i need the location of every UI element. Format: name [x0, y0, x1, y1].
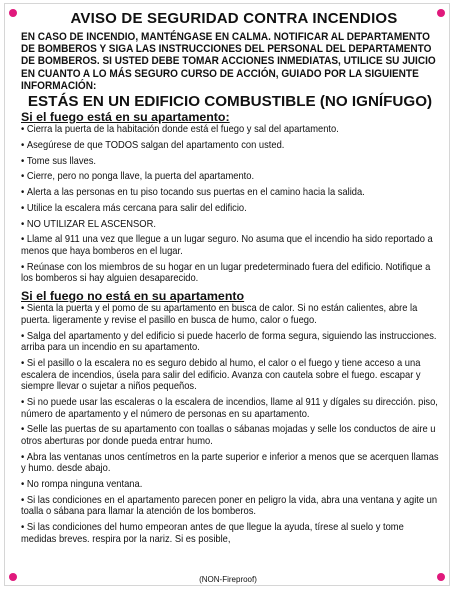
list-item: • Selle las puertas de su apartamento con toallas o sábanas mojadas y selle los conductos de aire u otros aberturas por donde pueda entrar humo.	[21, 424, 439, 447]
list-item: • Si las condiciones del humo empeoran antes de que llegue la ayuda, tírese al suelo y tome medidas breves. respira por la nariz. Si es posible,	[21, 522, 439, 545]
section-list-fire-not-in-apartment	[21, 303, 439, 545]
list-item: • Abra las ventanas unos centímetros en la parte superior e inferior a menos que se acerquen llamas y humo. desde abajo.	[21, 452, 439, 475]
list-item: • Cierra la puerta de la habitación donde está el fuego y sal del apartamento.	[21, 124, 439, 136]
list-item: • Si no puede usar las escaleras o la escalera de incendios, llame al 911 y dígales su dirección. piso, número de apartamento y el número de personas en su apartamento.	[21, 397, 439, 420]
list-item: • Tome sus llaves.	[21, 156, 439, 168]
building-type-heading: ESTÁS EN UN EDIFICIO COMBUSTIBLE (NO IGNÍFUGO)	[27, 93, 433, 111]
notice-title: AVISO DE SEGURIDAD CONTRA INCENDIOS	[70, 10, 398, 27]
list-item: • Cierre, pero no ponga llave, la puerta del apartamento.	[21, 171, 439, 183]
list-item: • Salga del apartamento y del edificio si puede hacerlo de forma segura, siguiendo las instrucciones. arriba para un incendio en su apartamento.	[21, 331, 439, 354]
list-item: • Sienta la puerta y el pomo de su apartamento en busca de calor. Si no están calientes, abre la puerta. ligeramente y revise el pasillo en busca de humo, calor o fuego.	[21, 303, 439, 326]
intro-paragraph: EN CASO DE INCENDIO, MANTÉNGASE EN CALMA. NOTIFICAR AL DEPARTAMENTO DE BOMBEROS Y SIGA LAS INSTRUCCIONES DEL PERSONAL DEL DEPARTAMENTO DE BOMBEROS. SI USTED DEBE TOMAR ACCIONES INMEDIATAS, UTILICE SU JUICIO EN CUANTO A LO MÁS SEGURO CURSO DE ACCIÓN, GUIADO POR LA SIGUIENTE INFORMACIÓN:	[21, 31, 436, 92]
footer-label: (NON-Fireproof)	[199, 575, 257, 584]
list-item: • Si las condiciones en el apartamento parecen poner en peligro la vida, abra una ventana y agite un toalla o sábana para llamar la atención de los bomberos.	[21, 495, 439, 518]
section-heading-fire-in-apartment: Si el fuego está en su apartamento:	[21, 110, 230, 125]
list-item: • Reúnase con los miembros de su hogar en un lugar predeterminado fuera del edificio. Notifique a los bomberos si hay alguien desaparecido.	[21, 262, 439, 285]
list-item: • No rompa ninguna ventana.	[21, 479, 439, 491]
mounting-hole-top-left	[9, 9, 17, 17]
list-item: • Llame al 911 una vez que llegue a un lugar seguro. No asuma que el incendio ha sido reportado a menos que haya bomberos en el lugar.	[21, 234, 439, 257]
list-item: • Si el pasillo o la escalera no es seguro debido al humo, el calor o el fuego y tiene acceso a una escalera de incendios, úsela para salir del edificio. Avanza con cautela sobre el fuego. escapar y siempre llevar o sujetar a niños pequeños.	[21, 358, 439, 393]
section-heading-fire-not-in-apartment: Si el fuego no está en su apartamento	[21, 289, 245, 304]
section-list-fire-in-apartment	[21, 124, 439, 285]
list-item: • Utilice la escalera más cercana para salir del edificio.	[21, 203, 439, 215]
list-item: • NO UTILIZAR EL ASCENSOR.	[21, 219, 439, 231]
list-item: • Alerta a las personas en tu piso tocando sus puertas en el camino hacia la salida.	[21, 187, 439, 199]
list-item: • Asegúrese de que TODOS salgan del apartamento con usted.	[21, 140, 439, 152]
notice-content	[21, 10, 439, 550]
